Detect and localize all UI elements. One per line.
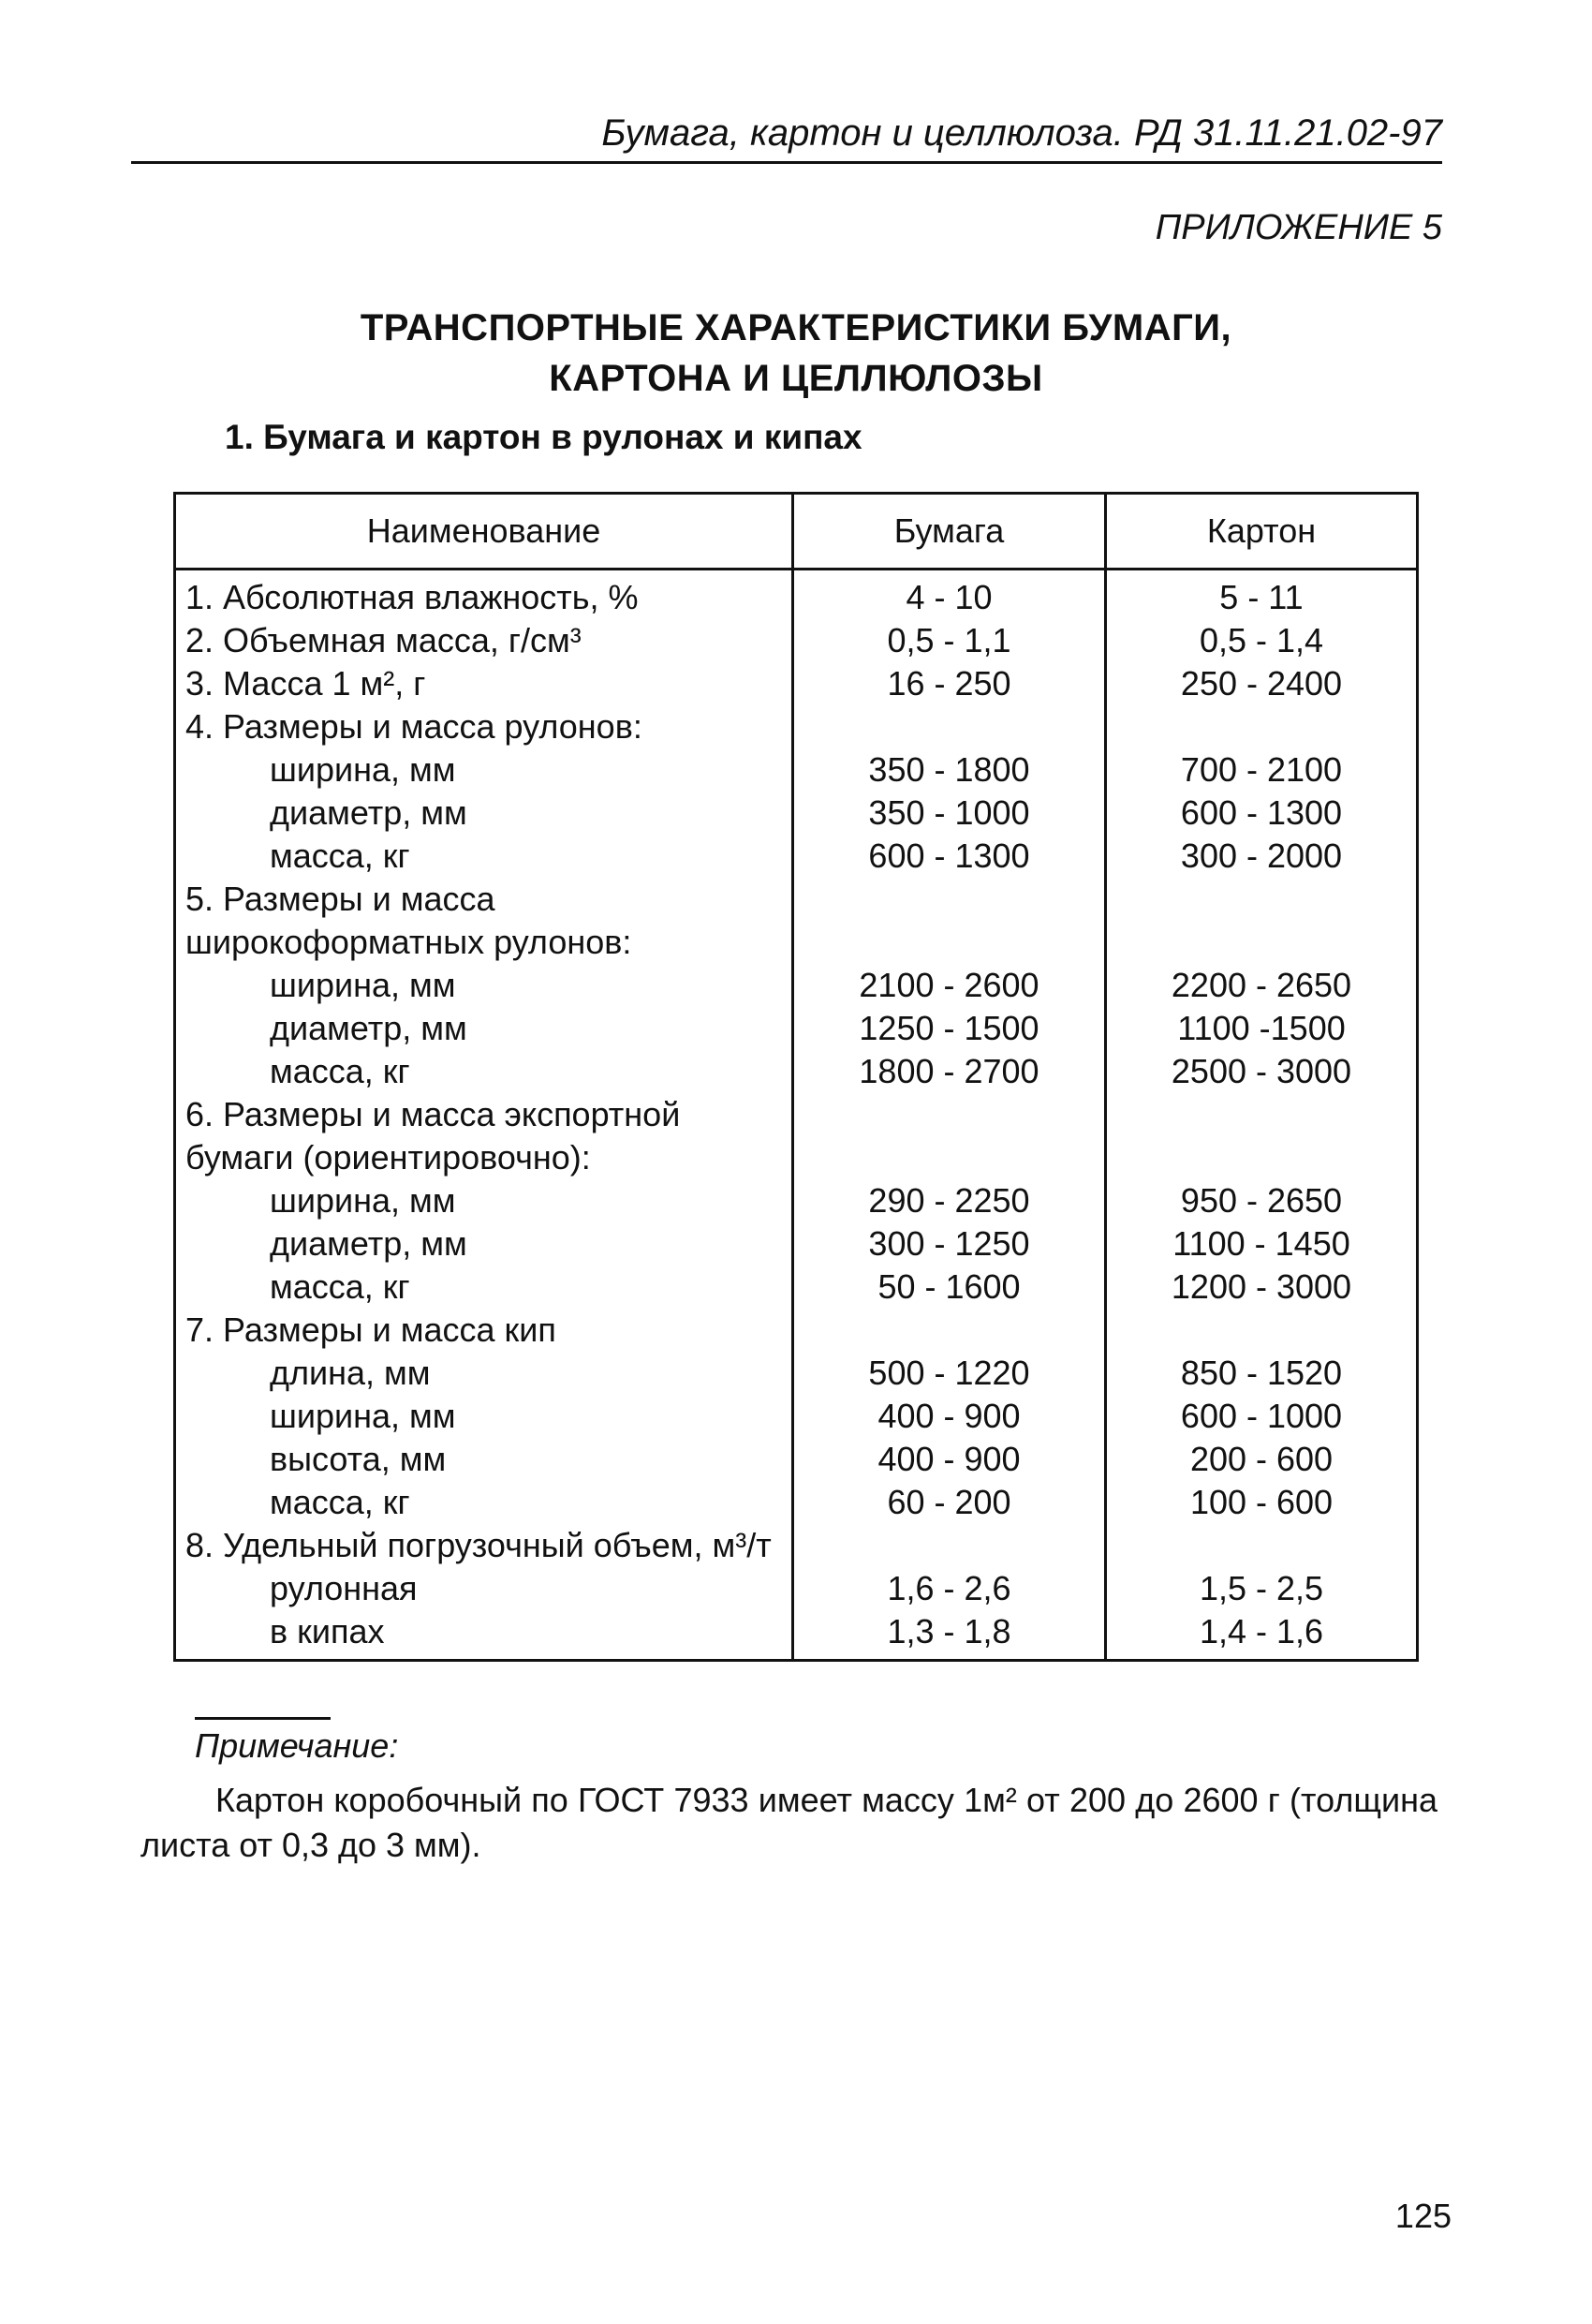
row-name: ширина, мм [175, 964, 793, 1007]
table-row [175, 1567, 1418, 1610]
row-board-value: 1,4 - 1,6 [1106, 1610, 1418, 1661]
row-board-value: 700 - 2100 [1106, 748, 1418, 792]
row-paper-value: 1,3 - 1,8 [793, 1610, 1106, 1661]
row-name: ширина, мм [175, 1179, 793, 1222]
row-board-value: 100 - 600 [1106, 1481, 1418, 1524]
row-name: ширина, мм [175, 1395, 793, 1438]
table-row [175, 1222, 1418, 1266]
row-name: широкоформатных рулонов: [175, 921, 793, 964]
row-paper-value: 600 - 1300 [793, 835, 1106, 878]
note-label: Примечание: [195, 1726, 399, 1765]
row-name: 5. Размеры и масса [175, 878, 793, 921]
row-name: 6. Размеры и масса экспортной [175, 1093, 793, 1136]
table-row [175, 1352, 1418, 1395]
row-paper-value: 290 - 2250 [793, 1179, 1106, 1222]
row-name: длина, мм [175, 1352, 793, 1395]
table-row [175, 1050, 1418, 1093]
row-board-value [1106, 705, 1418, 748]
row-name: 8. Удельный погрузочный объем, м³/т [175, 1524, 793, 1567]
row-paper-value [793, 921, 1106, 964]
row-board-value [1106, 921, 1418, 964]
row-board-value [1106, 1524, 1418, 1567]
row-paper-value: 2100 - 2600 [793, 964, 1106, 1007]
column-header-board: Картон [1106, 494, 1418, 570]
table-row [175, 619, 1418, 662]
row-paper-value: 4 - 10 [793, 570, 1106, 620]
row-board-value: 1200 - 3000 [1106, 1266, 1418, 1309]
page-title-line-1: ТРАНСПОРТНЫЕ ХАРАКТЕРИСТИКИ БУМАГИ, [360, 307, 1232, 348]
row-paper-value: 60 - 200 [793, 1481, 1106, 1524]
running-header: Бумага, картон и целлюлоза. РД 31.11.21.02-97 [601, 112, 1442, 154]
table-row [175, 792, 1418, 835]
column-header-name: Наименование [175, 494, 793, 570]
row-paper-value [793, 705, 1106, 748]
note-rule [195, 1717, 331, 1720]
row-board-value [1106, 878, 1418, 921]
table-row [175, 1179, 1418, 1222]
page-number: 125 [1394, 2197, 1452, 2235]
table-header-row [175, 494, 1418, 570]
row-name: высота, мм [175, 1438, 793, 1481]
table-row [175, 1395, 1418, 1438]
table-row [175, 835, 1418, 878]
note-text: Картон коробочный по ГОСТ 7933 имеет массу 1м² от 200 до 2600 г (толщина листа от 0,3 до 3 мм). [140, 1781, 1437, 1864]
row-board-value: 1100 -1500 [1106, 1007, 1418, 1050]
appendix-label: ПРИЛОЖЕНИЕ 5 [1155, 208, 1442, 247]
row-paper-value [793, 1309, 1106, 1352]
table-row [175, 1610, 1418, 1661]
table-row [175, 748, 1418, 792]
table-row [175, 662, 1418, 705]
row-name: диаметр, мм [175, 1007, 793, 1050]
row-board-value [1106, 1309, 1418, 1352]
row-board-value: 600 - 1300 [1106, 792, 1418, 835]
row-board-value: 1100 - 1450 [1106, 1222, 1418, 1266]
row-paper-value: 1800 - 2700 [793, 1050, 1106, 1093]
row-paper-value [793, 1524, 1106, 1567]
row-name: 2. Объемная масса, г/см³ [175, 619, 793, 662]
row-name: 7. Размеры и масса кип [175, 1309, 793, 1352]
row-board-value: 0,5 - 1,4 [1106, 619, 1418, 662]
row-paper-value: 0,5 - 1,1 [793, 619, 1106, 662]
row-name: диаметр, мм [175, 792, 793, 835]
table-row [175, 1266, 1418, 1309]
row-paper-value [793, 1136, 1106, 1179]
table-row [175, 1438, 1418, 1481]
row-name: 1. Абсолютная влажность, % [175, 570, 793, 620]
row-name: бумаги (ориентировочно): [175, 1136, 793, 1179]
row-name: 4. Размеры и масса рулонов: [175, 705, 793, 748]
row-paper-value: 300 - 1250 [793, 1222, 1106, 1266]
header-rule [131, 161, 1442, 164]
table-row [175, 878, 1418, 921]
table-body [175, 570, 1418, 1661]
row-board-value: 1,5 - 2,5 [1106, 1567, 1418, 1610]
row-paper-value: 16 - 250 [793, 662, 1106, 705]
row-name: масса, кг [175, 1266, 793, 1309]
row-paper-value: 400 - 900 [793, 1438, 1106, 1481]
row-paper-value: 1250 - 1500 [793, 1007, 1106, 1050]
row-board-value: 2500 - 3000 [1106, 1050, 1418, 1093]
section-heading: 1. Бумага и картон в рулонах и кипах [225, 418, 862, 456]
row-name: масса, кг [175, 1481, 793, 1524]
row-name: масса, кг [175, 1050, 793, 1093]
table-row [175, 1093, 1418, 1136]
row-paper-value: 500 - 1220 [793, 1352, 1106, 1395]
page-title-line-2: КАРТОНА И ЦЕЛЛЮЛОЗЫ [549, 358, 1043, 399]
row-paper-value [793, 878, 1106, 921]
transport-characteristics-table [173, 492, 1419, 1662]
table-row [175, 1309, 1418, 1352]
table-row [175, 1007, 1418, 1050]
row-board-value: 200 - 600 [1106, 1438, 1418, 1481]
row-board-value: 250 - 2400 [1106, 662, 1418, 705]
row-name: рулонная [175, 1567, 793, 1610]
row-paper-value: 1,6 - 2,6 [793, 1567, 1106, 1610]
row-paper-value: 50 - 1600 [793, 1266, 1106, 1309]
row-board-value: 850 - 1520 [1106, 1352, 1418, 1395]
row-name: ширина, мм [175, 748, 793, 792]
table-row [175, 1524, 1418, 1567]
row-board-value: 600 - 1000 [1106, 1395, 1418, 1438]
table-row [175, 1136, 1418, 1179]
row-paper-value: 350 - 1000 [793, 792, 1106, 835]
row-paper-value [793, 1093, 1106, 1136]
row-name: диаметр, мм [175, 1222, 793, 1266]
row-board-value [1106, 1136, 1418, 1179]
row-paper-value: 400 - 900 [793, 1395, 1106, 1438]
page-title [131, 303, 1461, 404]
table-row [175, 705, 1418, 748]
table-row [175, 1481, 1418, 1524]
column-header-paper: Бумага [793, 494, 1106, 570]
row-board-value: 5 - 11 [1106, 570, 1418, 620]
row-name: 3. Масса 1 м², г [175, 662, 793, 705]
row-board-value: 950 - 2650 [1106, 1179, 1418, 1222]
row-name: масса, кг [175, 835, 793, 878]
row-paper-value: 350 - 1800 [793, 748, 1106, 792]
table-row [175, 570, 1418, 620]
row-board-value [1106, 1093, 1418, 1136]
table-row [175, 921, 1418, 964]
row-board-value: 2200 - 2650 [1106, 964, 1418, 1007]
row-name: в кипах [175, 1610, 793, 1661]
row-board-value: 300 - 2000 [1106, 835, 1418, 878]
table-row [175, 964, 1418, 1007]
